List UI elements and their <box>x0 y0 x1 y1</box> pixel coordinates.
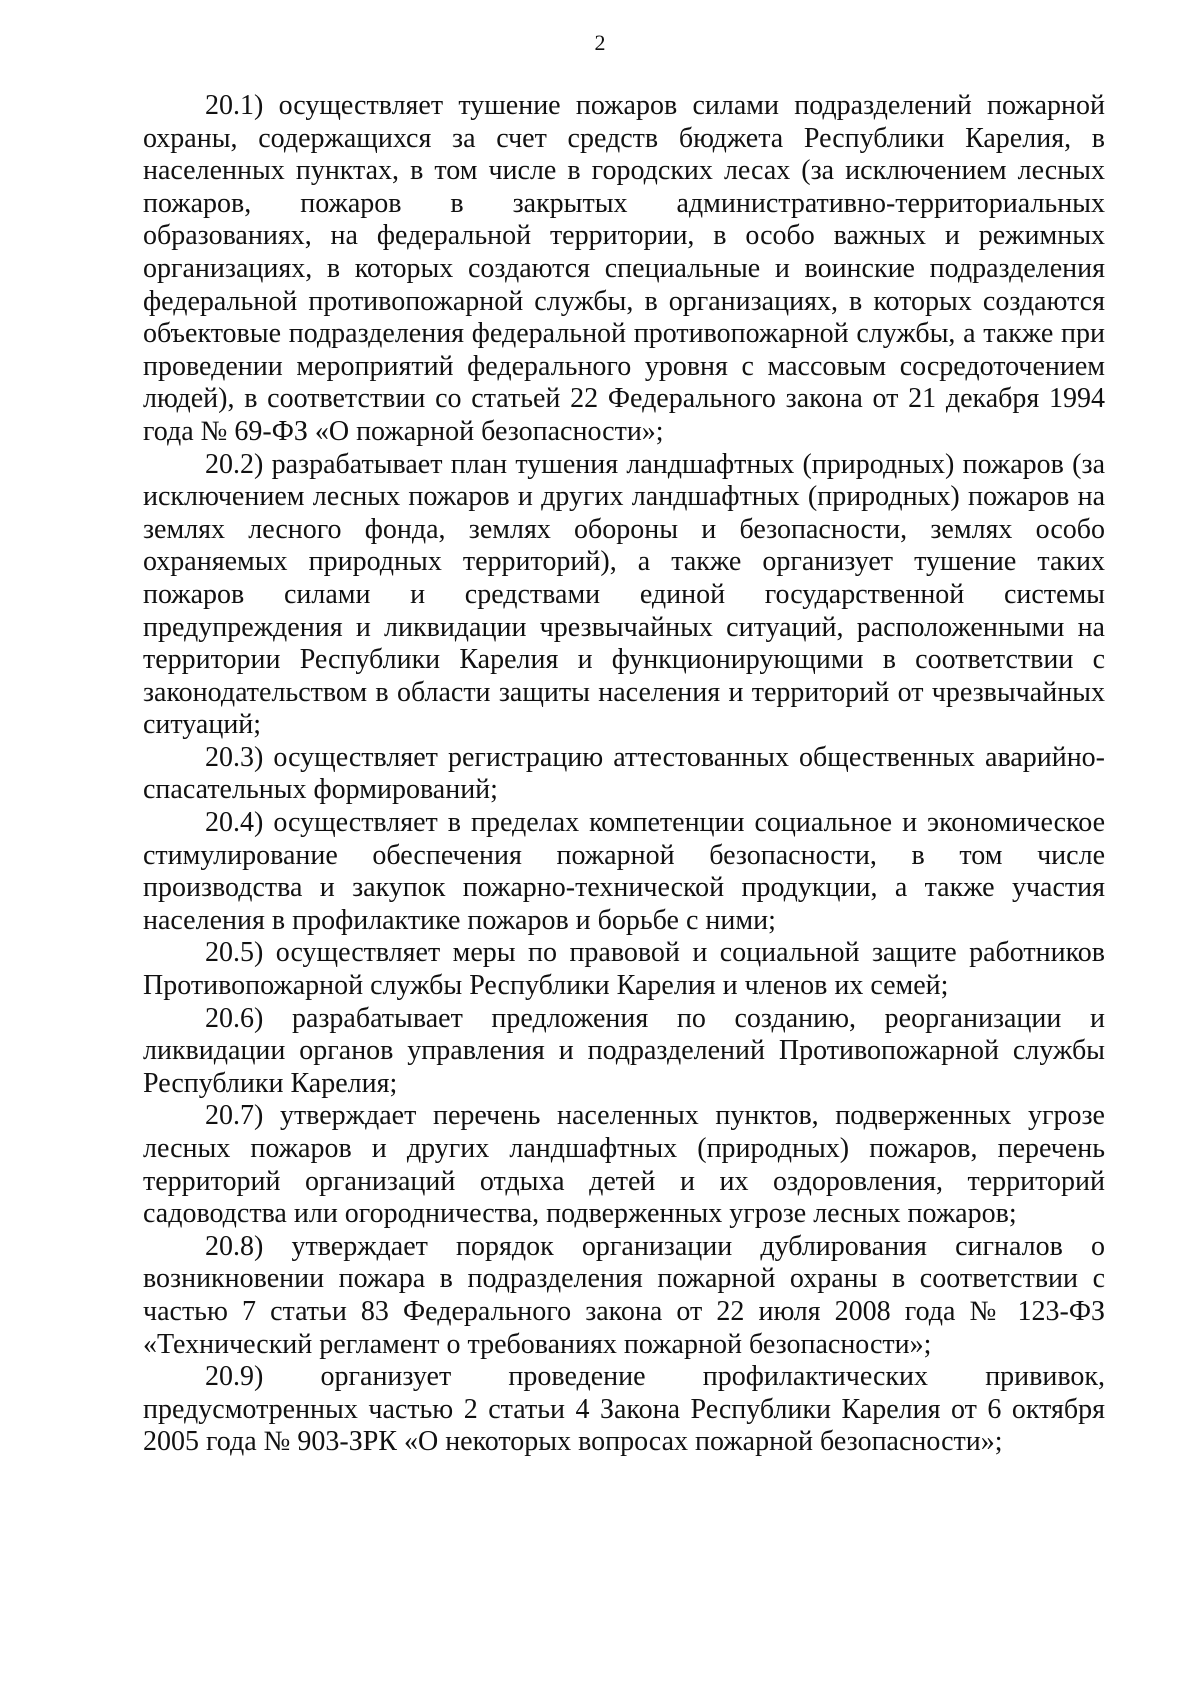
paragraph-20-2: 20.2) разрабатывает план тушения ландшафтных (природных) пожаров (за исключением лесных пожаров и других ландшафтных (природных) пожаров на землях лесного фонда, землях обороны и безопасности, землях особо охраняемых природных территорий), а также организует тушение таких пожаров силами и средствами единой государственной системы предупреждения и ликвидации чрезвычайных ситуаций, расположенными на территории Республики Карелия и функционирующими в соответствии с законодательством в области защиты населения и территорий от чрезвычайных ситуаций; <box>143 448 1105 741</box>
page-number: 2 <box>594 30 606 55</box>
paragraph-20-7: 20.7) утверждает перечень населенных пунктов, подверженных угрозе лесных пожаров и других ландшафтных (природных) пожаров, перечень территорий организаций отдыха детей и их оздоровления, территорий садоводства или огородничества, подверженных угрозе лесных пожаров; <box>143 1100 1105 1230</box>
paragraph-20-8: 20.8) утверждает порядок организации дублирования сигналов о возникновении пожара в подразделения пожарной охраны в соответствии с частью 7 статьи 83 Федерального закона от 22 июля 2008 года № 123-ФЗ «Технический регламент о требованиях пожарной безопасности»; <box>143 1230 1105 1360</box>
paragraph-20-3: 20.3) осуществляет регистрацию аттестованных общественных аварийно-спасательных формирований; <box>143 741 1105 806</box>
paragraph-20-4: 20.4) осуществляет в пределах компетенции социальное и экономическое стимулирование обеспечения пожарной безопасности, в том числе производства и закупок пожарно-технической продукции, а также участия населения в профилактике пожаров и борьбе с ними; <box>143 807 1105 936</box>
paragraph-20-5: 20.5) осуществляет меры по правовой и социальной защите работников Противопожарной службы Республики Карелия и членов их семей; <box>143 937 1105 1002</box>
paragraph-20-6: 20.6) разрабатывает предложения по созданию, реорганизации и ликвидации органов управления и подразделений Противопожарной службы Республики Карелия; <box>143 1002 1105 1099</box>
document-body <box>143 90 1105 1459</box>
paragraph-20-9: 20.9) организует проведение профилактических прививок, предусмотренных частью 2 статьи 4 Закона Республики Карелия от 6 октября 2005 года № 903-ЗРК «О некоторых вопросах пожарной безопасности»; <box>143 1361 1105 1458</box>
paragraph-20-1: 20.1) осуществляет тушение пожаров силами подразделений пожарной охраны, содержащихся за счет средств бюджета Республики Карелия, в населенных пунктах, в том числе в городских лесах (за исключением лесных пожаров, пожаров в закрытых административно-территориальных образованиях, на федеральной территории, в особо важных и режимных организациях, в которых создаются специальные и воинские подразделения федеральной противопожарной службы, в организациях, в которых создаются объектовые подразделения федеральной противопожарной службы, а также при проведении мероприятий федерального уровня с массовым сосредоточением людей), в соответствии со статьей 22 Федерального закона от 21 декабря 1994 года № 69-ФЗ «О пожарной безопасности»; <box>143 90 1105 447</box>
